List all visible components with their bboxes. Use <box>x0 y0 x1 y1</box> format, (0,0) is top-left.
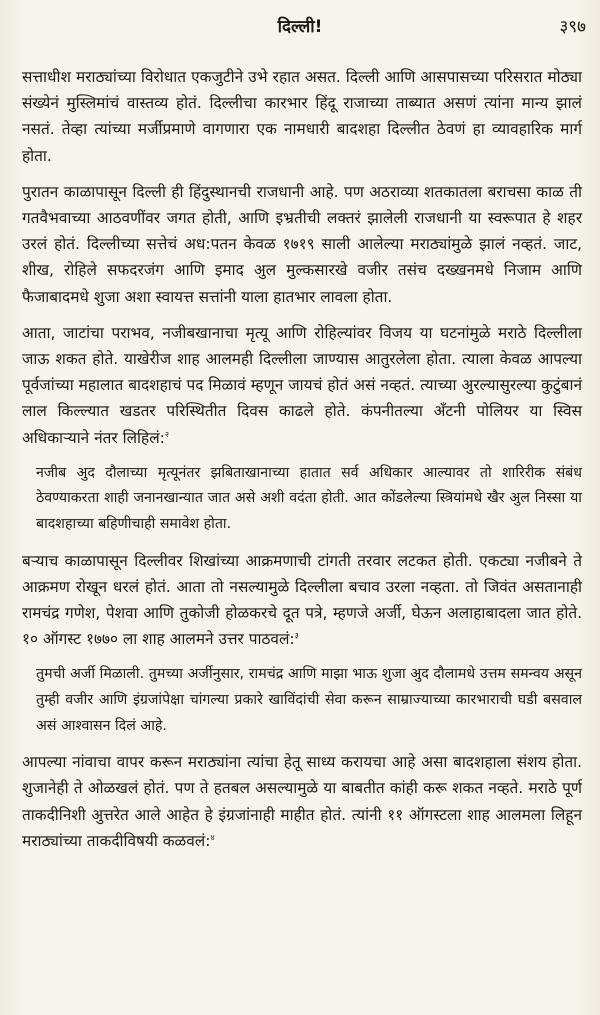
body-text <box>22 64 582 864</box>
paragraph-3-text: आता, जाटांचा पराभव, नजीबखानाचा मृत्यू आणि रोहिल्यांवर विजय या घटनांमुळे मराठे दिल्लीला जाऊ शकत होते. याखेरीज शाह आलमही दिल्लीला जाण्यास आतुरलेला होता. त्याला केवळ आपल्या पूर्वजांच्या महालात बादशहाचं पद मिळावं म्हणून जायचं होतं असं नव्हतं. त्याच्या अुरल्यासुरल्या कुटुंबानं लाल किल्ल्यात खडतर परिस्थितीत दिवस काढले होते. कंपनीतल्या अँटनी पोलियर या स्विस अधिकाऱ्याने नंतर लिहिलं: <box>22 323 582 447</box>
footnote-mark-2: २ <box>164 429 169 439</box>
paragraph-1: सत्ताधीश मराठ्यांच्या विरोधात एकजुटीने उभे रहात असत. दिल्ली आणि आसपासच्या परिसरात मोठ्या संख्येनं मुस्लिमांचं वास्तव्य होतं. दिल्लीचा कारभार हिंदू राजाच्या ताब्यात असणं त्यांना मान्य झालं नसतं. तेव्हा त्यांच्या मर्जीप्रमाणे वागणारा एक नामधारी बादशहा दिल्लीत ठेवणं हा व्यावहारिक मार्ग होता. <box>22 68 582 165</box>
running-title: दिल्ली! <box>277 17 323 37</box>
page-number: ३९७ <box>559 17 586 37</box>
page-header <box>0 14 600 44</box>
paragraph-5 <box>22 749 582 854</box>
paragraph-4 <box>22 548 582 653</box>
block-quote-2: तुमची अर्जी मिळाली. तुमच्या अर्जीनुसार, रामचंद्र आणि माझा भाऊ शुजा अुद दौलामधे उत्तम समन्वय असून तुम्ही वजीर आणि इंग्रजांपेक्षा चांगल्या प्रकारे खाविंदांची सेवा करून साम्राज्याच्या कारभाराची घडी बसवाल असं आश्वासन दिलं आहे. <box>36 666 582 734</box>
paragraph-2: पुरातन काळापासून दिल्ली ही हिंदुस्थानची राजधानी आहे. पण अठराव्या शतकातला बराचसा काळ ती गतवैभवाच्या आठवणींवर जगत होती, आणि इभ्रतीची लक्तरं झालेली राजधानी या स्वरूपात हे शहर उरलं होतं. दिल्लीच्या सत्तेचं अध:पतन केवळ १७१९ साली आलेल्या मराठ्यांमुळे झालं नव्हतं. जाट, शीख, रोहिले सफदरजंग आणि इमाद अुल मुल्कसारखे वजीर तसंच दख्खनमधे निजाम आणि फैजाबादमधे शुजा अशा स्वायत्त सत्तांनी याला हातभार लावला होता. <box>22 182 582 306</box>
paragraph-5-text: आपल्या नांवाचा वापर करून मराठ्यांना त्यांचा हेतू साध्य करायचा आहे असा बादशहाला संशय होता. शुजानेही ते ओळखलं होतं. पण ते हतबल असल्यामुळे या बाबतीत कांही करू शकत नव्हते. मराठे पूर्ण ताकदीनिशी अुत्तरेत आले आहेत हे इंग्रजांनाही माहीत होतं. त्यांनी ११ ऑगस्टला शाह आलमला लिहून मराठ्यांच्या ताकदीविषयी कळवलं: <box>22 753 582 850</box>
block-quote-1: नजीब अुद दौलाच्या मृत्यूनंतर झबिताखानाच्या हातात सर्व अधिकार आल्यावर तो शारिरीक संबंध ठेवण्याकरता शाही जनानखान्यात जात असे अशी वदंता होती. आत कोंडलेल्या स्त्रियांमधे खैर अुल निस्सा या बादशहाच्या बहिणीचाही समावेश होता. <box>36 464 582 533</box>
footnote-mark-4: ४ <box>210 832 215 842</box>
footnote-mark-3: ३ <box>294 631 299 641</box>
paragraph-4-text: बऱ्याच काळापासून दिल्लीवर शिखांच्या आक्रमणाची टांगती तरवार लटकत होती. एकट्या नजीबने ते आक्रमण रोखून धरलं होतं. आता तो नसल्यामुळे दिल्लीला बचाव उरला नव्हता. तो जिवंत असतानाही रामचंद्र गणेश, पेशवा आणि तुकोजी होळकरचे दूत पत्रे, म्हणजे अर्जी, घेऊन अलाहाबादला जात होते. १० ऑगस्ट १७७० ला शाह आलमने उत्तर पाठवलं: <box>22 551 582 649</box>
paragraph-3 <box>22 320 582 451</box>
